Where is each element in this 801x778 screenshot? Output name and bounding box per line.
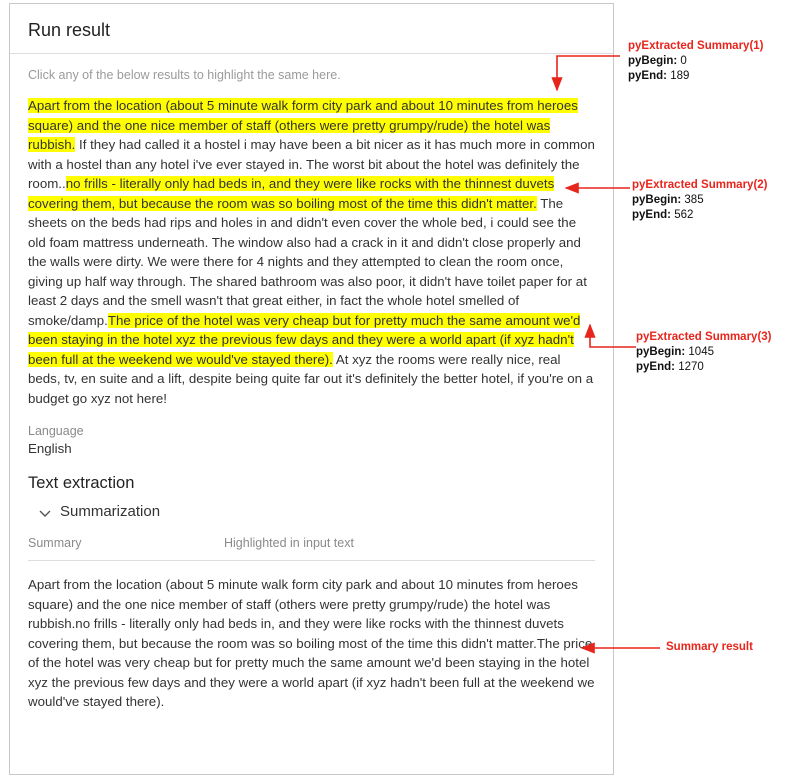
annotation-2 — [632, 178, 768, 223]
annotation-1 — [628, 39, 764, 84]
annotation-1-end-value: 189 — [670, 70, 690, 82]
annotation-2-end-value: 562 — [674, 209, 694, 221]
highlight-segment-2[interactable]: no frills - literally only had beds in, and they were like rocks with the thinnest duvets covering them, but because the room was so boiling most of the time this didn't matter. — [28, 176, 555, 211]
annotation-1-begin-label: pyBegin: — [628, 55, 678, 67]
plain-segment-2: The sheets on the beds had rips and holes in and didn't even cover the whole bed, i could see the old foam mattress underneath. The window also had a crack in it and didn't close properly and the walls were dirty. We were there for 4 nights and they attempted to clean the room once, giving up half way through. The shared bathroom was also poor, it didn't have toilet paper for at least 2 days and the smell wasn't that great either, in fact the whole hotel smelled of smoke/damp. — [28, 195, 587, 328]
section-title-text-extraction: Text extraction — [28, 474, 135, 492]
annotation-1-end-label: pyEnd: — [628, 70, 667, 82]
annotation-2-begin-value: 385 — [684, 194, 704, 206]
highlight-segment-3[interactable]: The price of the hotel was very cheap but for pretty much the same amount we'd been staying in the hotel xyz the previous few days and they were a world apart (if xyz hadn't been full at the weekend we would've stayed there). — [28, 312, 581, 367]
plain-segment-1: If they had called it a hostel i may have been a bit nicer as it has much more in common with a hostel than any hotel i've ever stayed in. The worst bit about the hotel was definitely the room.. — [28, 137, 595, 191]
annotation-2-begin — [632, 193, 768, 208]
annotation-3 — [636, 330, 772, 375]
annotation-2-end-label: pyEnd: — [632, 209, 671, 221]
annotation-3-title: pyExtracted Summary(3) — [636, 331, 772, 343]
annotation-summary-result: Summary result — [666, 641, 753, 653]
annotation-2-end — [632, 208, 768, 223]
language-value: English — [28, 441, 72, 456]
annotation-3-begin-value: 1045 — [688, 346, 714, 358]
annotation-1-end — [628, 69, 764, 84]
annotation-3-begin-label: pyBegin: — [636, 346, 686, 358]
column-header-summary: Summary — [28, 536, 82, 550]
summary-result-text[interactable]: Apart from the location (about 5 minute walk form city park and about 10 minutes from heroes square) and the one nice member of staff (others were pretty grumpy/rude) the hotel was rubbish.no frills - literally only had beds in, and they were like rocks with the thinnest duvets covering them, but because the room was so boiling most of the time this didn't matter.The price of the hotel was very cheap but for pretty much the same amount we'd been staying in the hotel xyz the previous few days and they were a world apart (if xyz hadn't been full at the weekend we would've stayed there). — [28, 577, 595, 709]
plain-segment-3: At xyz the rooms were really nice, real beds, tv, en suite and a lift, despite being quite far out it's definitely the better hotel, if you're on a budget go xyz not here! — [28, 351, 594, 406]
annotation-1-begin-value: 0 — [680, 55, 687, 67]
summarization-label: Summarization — [60, 503, 161, 520]
annotation-1-title: pyExtracted Summary(1) — [628, 40, 764, 52]
highlight-segment-1[interactable]: Apart from the location (about 5 minute walk form city park and about 10 minutes from heroes square) and the one nice member of staff (others were pretty grumpy/rude) the hotel was rubbish. — [28, 98, 578, 152]
annotation-3-end-value: 1270 — [678, 361, 704, 373]
annotation-2-begin-label: pyBegin: — [632, 194, 682, 206]
summary-column-headers — [10, 520, 613, 550]
input-text-block[interactable] — [10, 82, 613, 408]
annotation-3-end-label: pyEnd: — [636, 361, 675, 373]
run-result-panel — [9, 3, 614, 775]
click-hint: Click any of the below results to highlight the same here. — [28, 68, 341, 82]
chevron-down-icon[interactable] — [38, 506, 52, 520]
summarization-header[interactable] — [10, 493, 613, 520]
column-header-highlighted: Highlighted in input text — [224, 536, 354, 550]
annotation-1-begin — [628, 54, 764, 69]
annotation-3-begin — [636, 345, 772, 360]
page-title: Run result — [28, 20, 111, 40]
annotation-3-end — [636, 360, 772, 375]
annotation-2-title: pyExtracted Summary(2) — [632, 179, 768, 191]
language-label: Language — [28, 424, 84, 438]
